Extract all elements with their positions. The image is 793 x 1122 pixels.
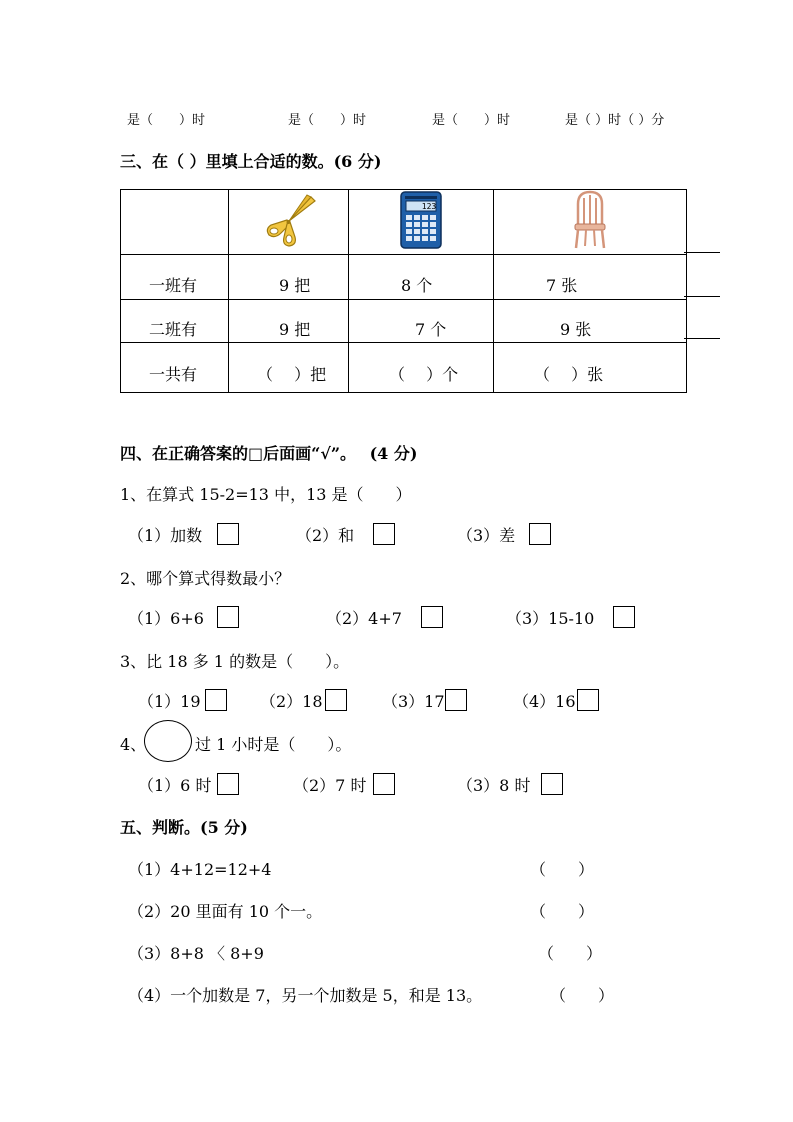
scissors-icon bbox=[259, 191, 319, 249]
judge-item-4: （4）一个加数是 7，另一个加数是 5，和是 13。 bbox=[128, 986, 483, 1005]
q2-checkbox-3[interactable] bbox=[613, 606, 635, 628]
q4-checkbox-3[interactable] bbox=[541, 773, 563, 795]
cell-scissors: 9 把 bbox=[279, 276, 311, 295]
table-stub-line bbox=[684, 296, 720, 297]
section4-title: 四、在正确答案的□后面画“√”。 (4 分) bbox=[120, 444, 418, 463]
q3-checkbox-3[interactable] bbox=[445, 689, 467, 711]
cell-answer-scissors[interactable]: （ ）把 bbox=[257, 365, 327, 384]
q3-option-3: （3）17 bbox=[382, 692, 445, 711]
top-blank-1: 是（ ）时 bbox=[127, 113, 206, 128]
judge-item-3: （3）8+8 〈 8+9 bbox=[128, 944, 264, 963]
q3-option-1: （1）19 bbox=[138, 692, 201, 711]
top-blank-4: 是（ ）时（ ）分 bbox=[565, 113, 665, 128]
top-blank-2: 是（ ）时 bbox=[288, 113, 367, 128]
cell-calculator: 7 个 bbox=[415, 320, 447, 339]
q3-checkbox-1[interactable] bbox=[205, 689, 227, 711]
q3-option-4: （4）16 bbox=[513, 692, 576, 711]
table-row bbox=[121, 343, 687, 393]
table-row bbox=[121, 255, 687, 300]
table-header-row bbox=[121, 190, 687, 255]
q1-checkbox-1[interactable] bbox=[217, 523, 239, 545]
row-label: 二班有 bbox=[149, 320, 198, 339]
chair-icon bbox=[570, 190, 610, 250]
question-3: 3、比 18 多 1 的数是（ ）。 bbox=[120, 652, 350, 671]
q3-checkbox-2[interactable] bbox=[325, 689, 347, 711]
table-row bbox=[121, 300, 687, 343]
cell-chair: 7 张 bbox=[546, 276, 578, 295]
judge-answer-3[interactable]: （ ） bbox=[538, 944, 603, 963]
calculator-display: 123 bbox=[421, 202, 437, 211]
cell-chair: 9 张 bbox=[560, 320, 592, 339]
counting-table bbox=[120, 189, 687, 393]
cell-answer-chair[interactable]: （ ）张 bbox=[534, 365, 604, 384]
q4-checkbox-2[interactable] bbox=[373, 773, 395, 795]
q4-checkbox-1[interactable] bbox=[217, 773, 239, 795]
q4-option-3: （3）8 时 bbox=[457, 776, 531, 795]
q1-option-1: （1）加数 bbox=[128, 526, 203, 545]
q2-option-3: （3）15-10 bbox=[506, 609, 595, 628]
judge-item-1: （1）4+12=12+4 bbox=[128, 860, 272, 879]
judge-answer-4[interactable]: （ ） bbox=[550, 986, 615, 1005]
cell-calculator: 8 个 bbox=[401, 276, 433, 295]
q1-option-2: （2）和 bbox=[296, 526, 355, 545]
q3-checkbox-4[interactable] bbox=[577, 689, 599, 711]
top-blank-3: 是（ ）时 bbox=[432, 113, 511, 128]
table-stub-line bbox=[684, 338, 720, 339]
question-1: 1、在算式 15-2=13 中，13 是（ ） bbox=[120, 485, 412, 504]
judge-answer-1[interactable]: （ ） bbox=[530, 860, 595, 879]
q2-option-1: （1）6+6 bbox=[128, 609, 204, 628]
cell-scissors: 9 把 bbox=[279, 320, 311, 339]
section3-title: 三、在（ ）里填上合适的数。(6 分) bbox=[120, 152, 382, 171]
cell-answer-calculator[interactable]: （ ）个 bbox=[389, 365, 459, 384]
q2-option-2: （2）4+7 bbox=[326, 609, 402, 628]
q1-option-3: （3）差 bbox=[457, 526, 516, 545]
question-2: 2、哪个算式得数最小？ bbox=[120, 569, 291, 588]
question-4-prefix: 4、 bbox=[120, 735, 147, 754]
row-label: 一班有 bbox=[149, 276, 198, 295]
calculator-icon bbox=[399, 190, 443, 250]
row-label: 一共有 bbox=[149, 365, 198, 384]
judge-answer-2[interactable]: （ ） bbox=[530, 902, 595, 921]
q1-checkbox-2[interactable] bbox=[373, 523, 395, 545]
question-4: 过 1 小时是（ ）。 bbox=[195, 735, 352, 754]
q2-checkbox-2[interactable] bbox=[421, 606, 443, 628]
q4-option-1: （1）6 时 bbox=[138, 776, 212, 795]
table-stub-line bbox=[684, 252, 720, 253]
q1-checkbox-3[interactable] bbox=[529, 523, 551, 545]
q3-option-2: （2）18 bbox=[260, 692, 323, 711]
q2-checkbox-1[interactable] bbox=[217, 606, 239, 628]
q4-option-2: （2）7 时 bbox=[293, 776, 367, 795]
clock-placeholder-oval bbox=[144, 720, 192, 762]
judge-item-2: （2）20 里面有 10 个一。 bbox=[128, 902, 323, 921]
section5-title: 五、判断。(5 分) bbox=[120, 818, 248, 837]
